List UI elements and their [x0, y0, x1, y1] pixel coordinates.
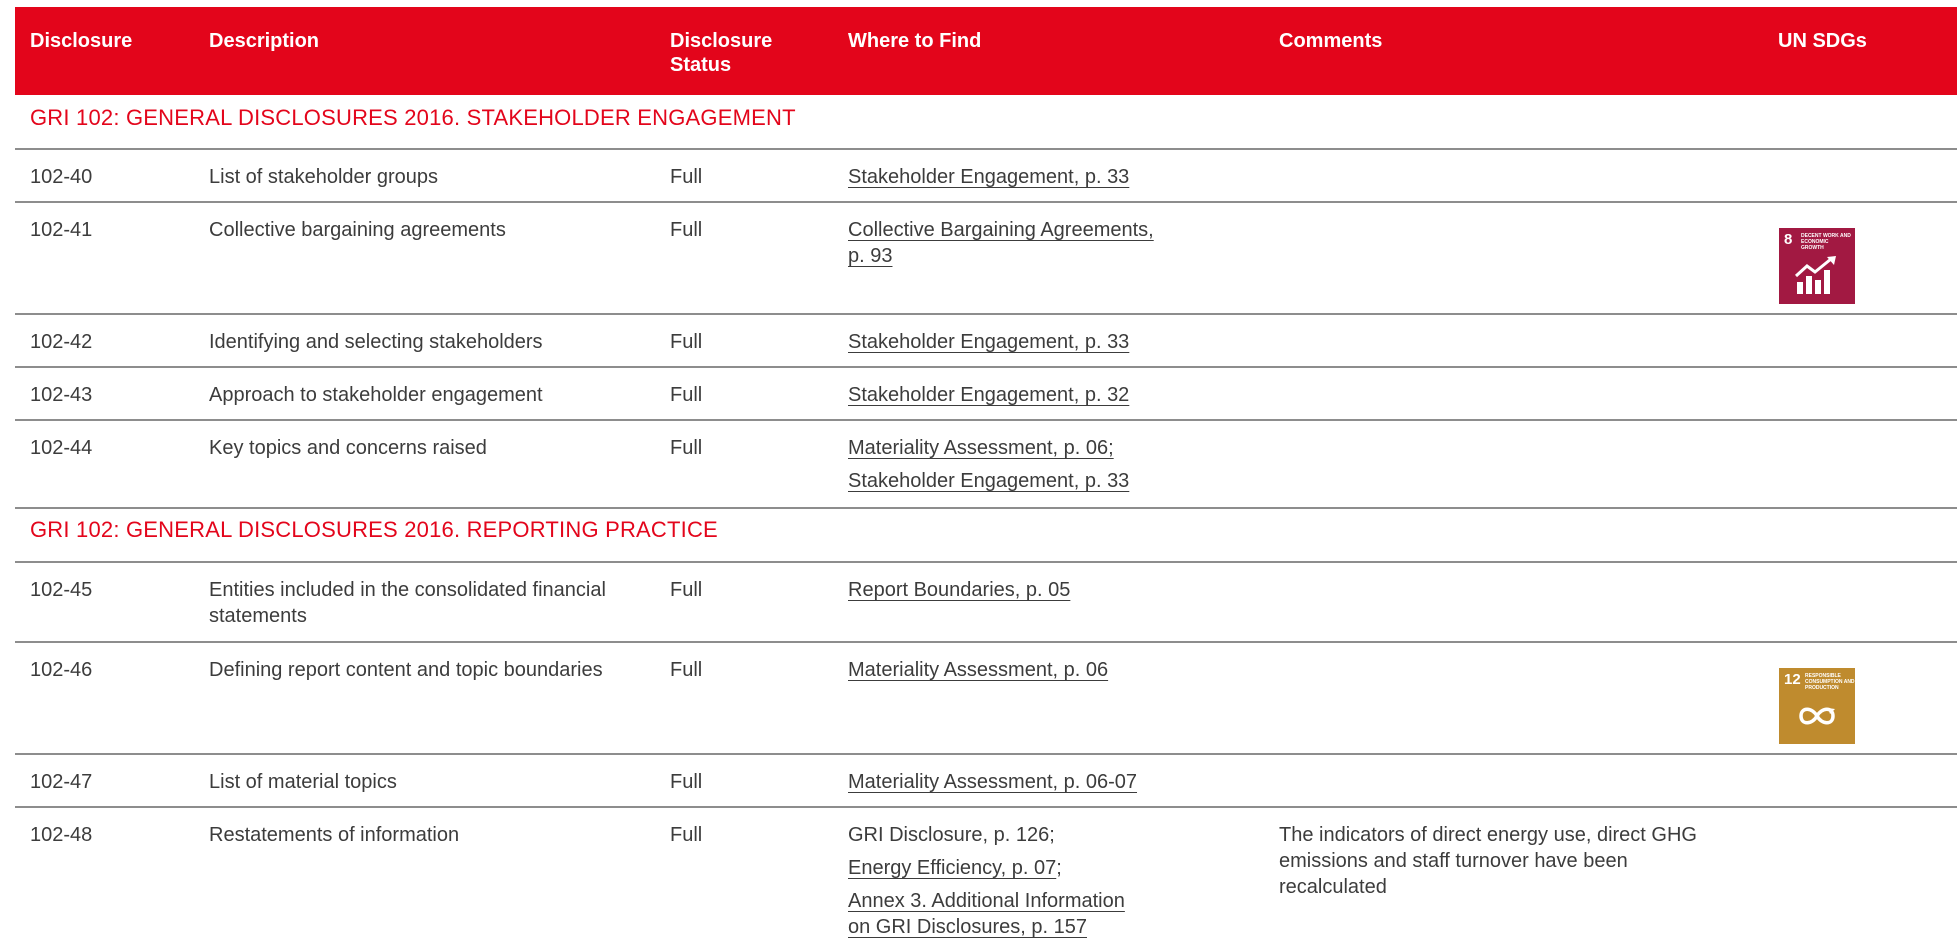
- where-to-find: [848, 435, 1228, 501]
- status: Full: [670, 659, 703, 681]
- status: Full: [670, 824, 703, 846]
- table-header: [15, 7, 1957, 95]
- disclosure-code: 102-48: [30, 824, 93, 846]
- sdg-8-icon: [1779, 228, 1855, 304]
- description: Defining report content and topic boundaries: [209, 659, 603, 681]
- where-to-find: [848, 382, 1228, 408]
- table-row: [15, 753, 1957, 806]
- table-row: [15, 641, 1957, 753]
- status: Full: [670, 579, 703, 601]
- sdg-label: DECENT WORK AND ECONOMIC GROWTH: [1801, 233, 1851, 251]
- sdg-number: 12: [1784, 671, 1801, 688]
- page-link[interactable]: Stakeholder Engagement, p. 33: [848, 166, 1130, 188]
- section-reporting-practice: [15, 507, 1957, 561]
- separator: ;: [1056, 857, 1062, 879]
- table-row: [15, 313, 1957, 366]
- page-link[interactable]: Stakeholder Engagement, p. 33: [848, 331, 1130, 353]
- where-to-find: [848, 329, 1228, 355]
- disclosure-code: 102-41: [30, 219, 93, 241]
- infinity-loop-icon: [1793, 696, 1841, 736]
- status: Full: [670, 771, 703, 793]
- growth-chart-icon: [1793, 256, 1841, 296]
- table-row: [15, 201, 1957, 313]
- table-row: [15, 561, 1957, 641]
- sdg-12-icon: [1779, 668, 1855, 744]
- where-to-find: [848, 577, 1228, 603]
- table-row: [15, 148, 1957, 201]
- section-stakeholder-engagement: [15, 95, 1957, 148]
- disclosure-code: 102-46: [30, 659, 93, 681]
- description: Key topics and concerns raised: [209, 437, 487, 459]
- page-link[interactable]: Materiality Assessment, p. 06-07: [848, 771, 1138, 793]
- header-disclosure: Disclosure: [30, 30, 133, 52]
- disclosure-code: 102-40: [30, 166, 93, 188]
- page-link[interactable]: Annex 3. Additional Information: [848, 890, 1125, 912]
- disclosure-code: 102-45: [30, 579, 93, 601]
- status: Full: [670, 437, 703, 459]
- description: Identifying and selecting stakeholders: [209, 331, 543, 353]
- page-link[interactable]: Stakeholder Engagement, p. 32: [848, 384, 1130, 406]
- status: Full: [670, 219, 703, 241]
- description: Entities included in the consolidated financial statements: [209, 579, 606, 627]
- status: Full: [670, 166, 703, 188]
- page-reference: GRI Disclosure, p. 126;: [848, 824, 1055, 846]
- description: Approach to stakeholder engagement: [209, 384, 543, 406]
- page-link[interactable]: Energy Efficiency, p. 07: [848, 857, 1057, 879]
- header-where: Where to Find: [848, 30, 982, 52]
- page-link[interactable]: Materiality Assessment, p. 06;: [848, 437, 1114, 459]
- table-row: [15, 806, 1957, 951]
- table-row: [15, 419, 1957, 507]
- where-to-find: [848, 769, 1228, 795]
- disclosure-code: 102-47: [30, 771, 93, 793]
- sdg-label: RESPONSIBLE CONSUMPTION AND PRODUCTION: [1805, 673, 1855, 691]
- page-link[interactable]: Collective Bargaining Agreements,: [848, 219, 1154, 241]
- section-title: GRI 102: GENERAL DISCLOSURES 2016. REPORTING PRACTICE: [30, 517, 718, 542]
- section-title: GRI 102: GENERAL DISCLOSURES 2016. STAKEHOLDER ENGAGEMENT: [30, 105, 796, 130]
- disclosure-code: 102-42: [30, 331, 93, 353]
- header-comments: Comments: [1279, 30, 1383, 52]
- where-to-find: [848, 822, 1228, 947]
- disclosure-code: 102-43: [30, 384, 93, 406]
- sdg-number: 8: [1784, 231, 1793, 248]
- description: List of material topics: [209, 771, 397, 793]
- status: Full: [670, 331, 703, 353]
- where-to-find: [848, 164, 1228, 190]
- where-to-find: [848, 657, 1228, 683]
- header-description: Description: [209, 30, 320, 52]
- page-link[interactable]: Stakeholder Engagement, p. 33: [848, 470, 1130, 492]
- description: Collective bargaining agreements: [209, 219, 506, 241]
- comment: The indicators of direct energy use, direct GHG emissions and staff turnover have been recalculated: [1279, 824, 1697, 898]
- status: Full: [670, 384, 703, 406]
- header-sdgs: UN SDGs: [1778, 30, 1867, 52]
- page-link[interactable]: p. 93: [848, 245, 893, 267]
- where-to-find: [848, 217, 1228, 269]
- page-link[interactable]: Report Boundaries, p. 05: [848, 579, 1071, 601]
- description: Restatements of information: [209, 824, 460, 846]
- header-status: Disclosure Status: [670, 30, 773, 76]
- description: List of stakeholder groups: [209, 166, 439, 188]
- page-link[interactable]: Materiality Assessment, p. 06: [848, 659, 1109, 681]
- page-link[interactable]: on GRI Disclosures, p. 157: [848, 916, 1087, 938]
- table-row: [15, 366, 1957, 419]
- disclosure-code: 102-44: [30, 437, 93, 459]
